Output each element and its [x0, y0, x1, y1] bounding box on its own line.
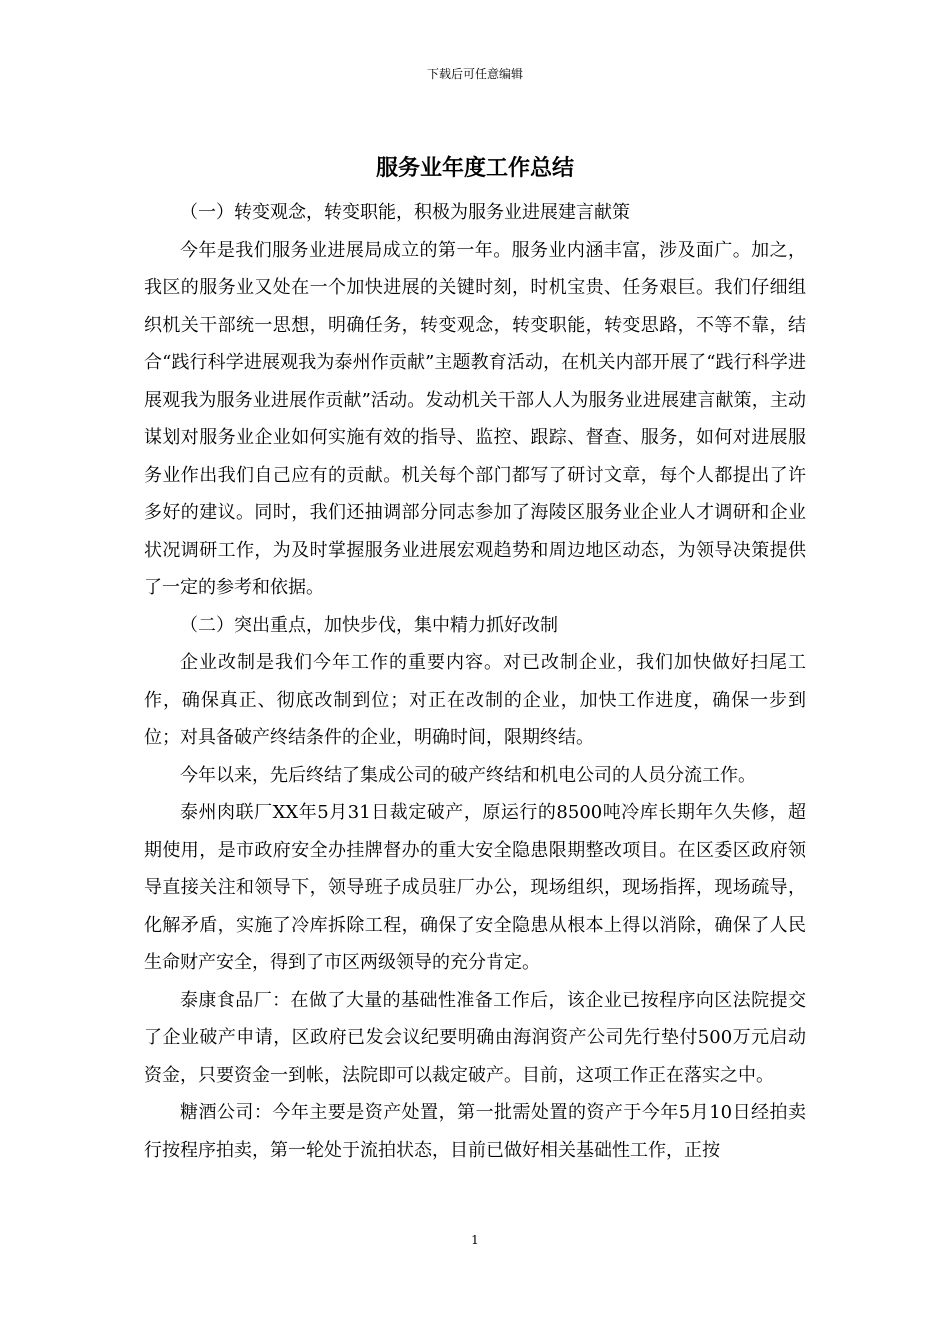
paragraph: 今年是我们服务业进展局成立的第一年。服务业内涵丰富，涉及面广。加之，我区的服务业又处在一个加快进展的关键时刻，时机宝贵、任务艰巨。我们仔细组织机关干部统一思想，明确任务，转变观念，转变职能，转变思路，不等不靠，结合“践行科学进展观我为泰州作贡献”主题教育活动，在机关内部开展了“践行科学进展观我为服务业进展作贡献”活动。发动机关干部人人为服务业进展建言献策，主动谋划对服务业企业如何实施有效的指导、监控、跟踪、督查、服务，如何对进展服务业作出我们自己应有的贡献。机关每个部门都写了研讨文章，每个人都提出了许多好的建议。同时，我们还抽调部分同志参加了海陵区服务业企业人才调研和企业状况调研工作，为及时掌握服务业进展宏观趋势和周边地区动态，为领导决策提供了一定的参考和依据。	[144, 239, 806, 598]
section-heading-1: （一）转变观念，转变职能，积极为服务业进展建言献策	[180, 202, 630, 223]
section-heading-2: （二）突出重点，加快步伐，集中精力抓好改制	[180, 614, 558, 636]
paragraph: 泰康食品厂：在做了大量的基础性准备工作后，该企业已按程序向区法院提交了企业破产申请，区政府已发会议纪要明确由海润资产公司先行垫付500万元启动资金，只要资金一到帐，法院即可以裁定破产。目前，这项工作正在落实之中。	[144, 989, 806, 1086]
document-body	[144, 194, 806, 1169]
document-title: 服务业年度工作总结	[375, 156, 574, 181]
paragraph: 今年以来，先后终结了集成公司的破产终结和机电公司的人员分流工作。	[180, 764, 756, 786]
header-note: 下载后可任意编辑	[426, 67, 523, 81]
paragraph: 糖酒公司：今年主要是资产处置，第一批需处置的资产于今年5月10日经拍卖行按程序拍卖，第一轮处于流拍状态，目前已做好相关基础性工作，正按	[144, 1102, 806, 1161]
paragraph: 企业改制是我们今年工作的重要内容。对已改制企业，我们加快做好扫尾工作，确保真正、彻底改制到位；对正在改制的企业，加快工作进度，确保一步到位；对具备破产终结条件的企业，明确时间，限期终结。	[144, 652, 806, 748]
paragraph: 泰州肉联厂XX年5月31日裁定破产，原运行的8500吨冷库长期年久失修，超期使用，是市政府安全办挂牌督办的重大安全隐患限期整改项目。在区委区政府领导直接关注和领导下，领导班子成员驻厂办公，现场组织，现场指挥，现场疏导，化解矛盾，实施了冷库拆除工程，确保了安全隐患从根本上得以消除，确保了人民生命财产安全，得到了市区两级领导的充分肯定。	[144, 802, 806, 973]
page-number: 1	[471, 1233, 479, 1247]
